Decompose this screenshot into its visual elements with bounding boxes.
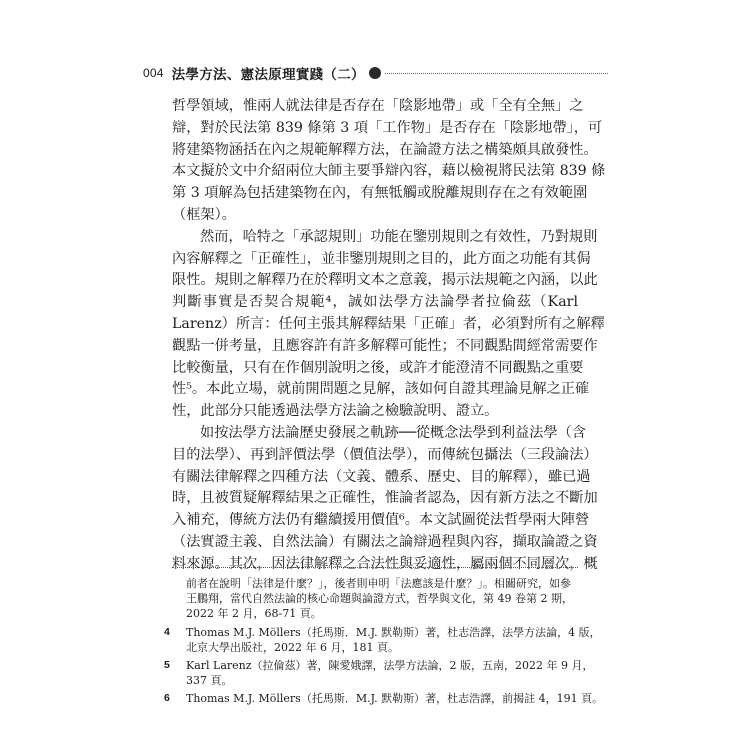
chapter-badge-icon xyxy=(369,67,381,79)
text-line: 判斷事實是否契合規範⁴，誠如法學方法論學者拉倫茲（Karl xyxy=(172,294,578,311)
footnote-number: 6 xyxy=(164,692,170,705)
running-header xyxy=(143,63,608,83)
text-line: 性，此部分只能透過法學方法論之檢驗說明、證立。 xyxy=(172,403,499,420)
paragraph xyxy=(172,227,605,423)
footnote-line: 2022 年 2 月，68-71 頁。 xyxy=(186,607,322,621)
text-line: 內容解釋之「正確性」，並非鑒別規則之目的，此方面之功能有其侷 xyxy=(172,250,591,267)
text-line: 有關法律解釋之四種方法（文義、體系、歷史、目的解釋），雖已過 xyxy=(172,468,591,485)
footnote-number: 4 xyxy=(164,625,170,638)
footnote-line: 王鵬翔，當代自然法論的核心命題與論證方式，哲學與文化，第 49 卷第 2 期， xyxy=(186,592,573,606)
text-line: 將建築物涵括在內之規範解釋方法，在論證方法之構築頗具啟發性。 xyxy=(172,141,598,158)
footnote-separator xyxy=(172,567,578,568)
text-line: 然而，哈特之「承認規則」功能在鑒別規則之有效性，乃對規則 xyxy=(200,228,598,245)
text-line: （法實證主義、自然法論）有關法之論辯過程與內容，擷取論證之資 xyxy=(172,533,598,550)
text-line: Larenz）所言：任何主張其解釋結果「正確」者，必須對所有之解釋 xyxy=(172,315,605,332)
footnote xyxy=(164,576,578,622)
footnote xyxy=(164,658,594,688)
footnote-line: Thomas M.J. Möllers（托馬斯．M.J. 默勒斯）著，杜志浩譯，前揭註 4，191 頁。 xyxy=(186,692,604,706)
text-line: 本文擬於文中介紹兩位大師主要爭辯內容，藉以檢視將民法第 839 條 xyxy=(172,163,606,180)
footnote-line: 337 頁。 xyxy=(186,674,233,688)
text-line: （框架）。 xyxy=(172,206,236,223)
text-line: 哲學領域，惟兩人就法律是否存在「陰影地帶」或「全有全無」之 xyxy=(172,98,584,114)
footnote-line: Thomas M.J. Möllers（托馬斯．M.J. 默勒斯）著，杜志浩譯，法學方法論，4 版， xyxy=(186,625,601,639)
footnote-text xyxy=(186,658,594,688)
footnote-text xyxy=(186,691,603,706)
text-line: 限性。規則之解釋乃在於釋明文本之意義，揭示法規範之內涵，以此 xyxy=(172,272,598,289)
text-line: 辯，對於民法第 839 條第 3 項「工作物」是否存在「陰影地帶」，可 xyxy=(172,119,603,136)
text-line: 時，且被質疑解釋結果之正確性，惟論者認為，因有新方法之不斷加 xyxy=(172,490,598,507)
text-line: 第 3 項解為包括建築物在內，有無牴觸或脫離規則存在之有效範圍 xyxy=(172,185,588,202)
footnote-line: 前者在說明「法律是什麼？」，後者則申明「法應該是什麼？」。相關研究，如參 xyxy=(186,577,571,590)
text-line: 目的法學）、再到評價法學（價值法學），而傳統包攝法（三段論法） xyxy=(172,446,598,463)
footnotes xyxy=(164,576,604,710)
text-line: 觀點一併考量，且應容許有許多解釋可能性；不同觀點間經常需要作 xyxy=(172,337,598,354)
text-line: 入補充，傳統方法仍有繼續援用價值⁶。本文試圖從法哲學兩大陣營 xyxy=(172,512,590,529)
footnote-number: 5 xyxy=(164,659,170,672)
footnote-text xyxy=(186,576,578,622)
page-number: 004 xyxy=(143,66,164,80)
footnote-line: 北京大學出版社，2022 年 6 月，181 頁。 xyxy=(186,640,399,654)
footnote-text xyxy=(186,625,601,655)
text-line: 如按法學方法論歷史發展之軌跡──從概念法學到利益法學（含 xyxy=(200,424,586,441)
footnote xyxy=(164,625,601,655)
footnote-number xyxy=(164,576,186,622)
running-title: 法學方法、憲法原理實踐（二） xyxy=(171,67,365,83)
footnote xyxy=(164,691,604,706)
footnote-line: Karl Larenz（拉倫茲）著，陳愛娥譯，法學方法論，2 版，五南，2022 年 9 月， xyxy=(186,659,594,673)
text-line: 性⁵。本此立場，就前開問題之見解，該如何自證其理論見解之正確 xyxy=(172,381,590,398)
text-line: 比較衡量，只有在作個別說明之後，或許才能澄清不同觀點之重要 xyxy=(172,359,584,376)
text-line: 料來源。其次，因法律解釋之合法性與妥適性，屬兩個不同層次，概 xyxy=(172,555,598,572)
paragraph xyxy=(172,96,606,227)
paragraph xyxy=(172,423,598,576)
body-text xyxy=(172,96,606,576)
header-rule xyxy=(385,73,608,74)
